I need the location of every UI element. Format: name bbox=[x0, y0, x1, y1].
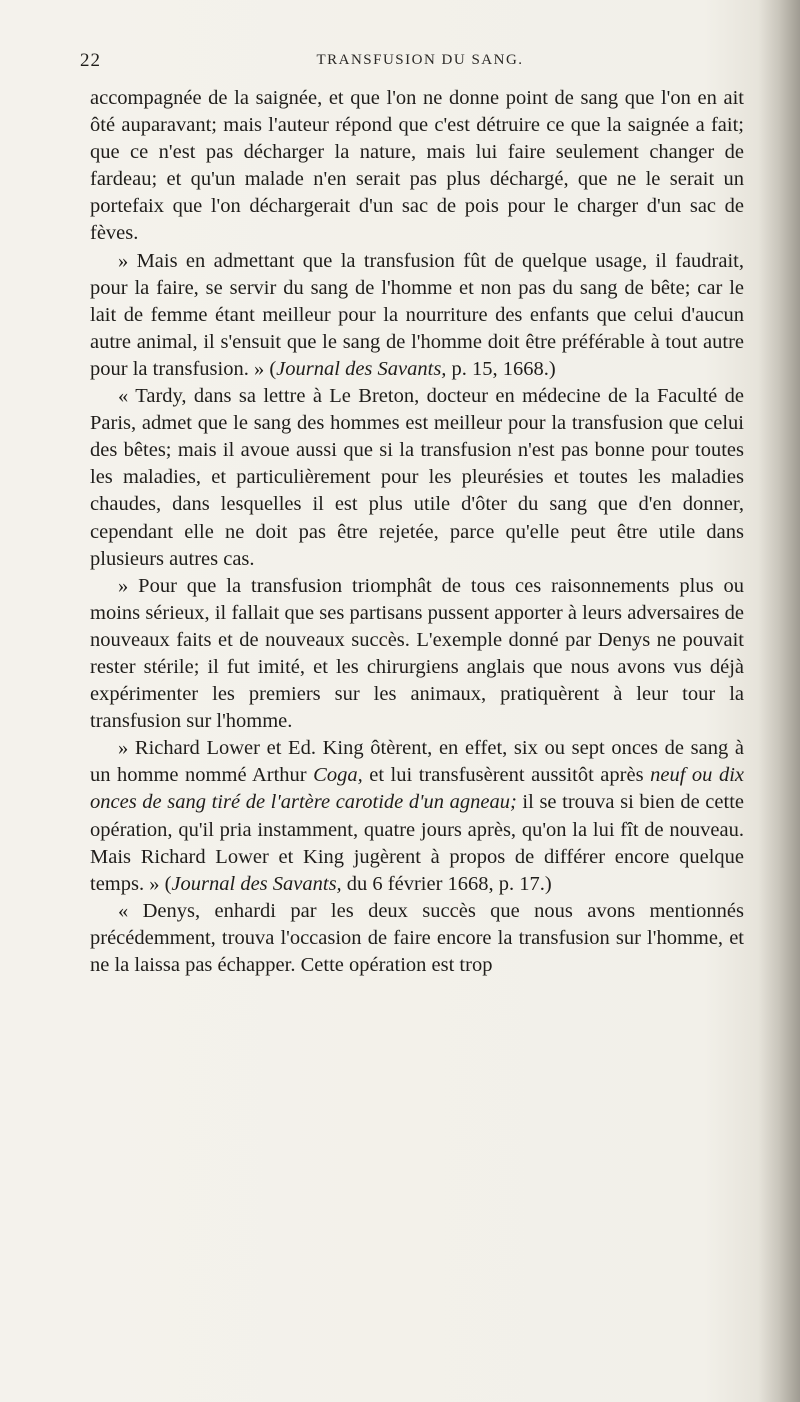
paragraph-5-citation-end: du 6 février 1668, p. 17.) bbox=[341, 872, 552, 895]
paragraph-2 bbox=[90, 248, 744, 383]
paragraph-5 bbox=[90, 735, 744, 898]
paragraph-5-middle: et lui transfusèrent aussitôt après bbox=[362, 764, 651, 787]
paragraph-5-text: » Richard Lower et Ed. King ôtèrent, en effet, six ou sept onces de sang à un homme nommé Arthur bbox=[90, 737, 744, 787]
paragraph-6: « Denys, enhardi par les deux succès que nous avons mentionnés précédemment, trouva l'occasion de faire encore la transfusion sur l'homme, et ne la laissa pas échapper. Cette opération est trop bbox=[90, 899, 744, 976]
citation-journal: Journal des Savants, bbox=[276, 357, 447, 380]
paragraph-1: accompagnée de la saignée, et que l'on ne donne point de sang que l'on en ait ôté auparavant; mais l'auteur répond que c'est détruire ce que la saignée a fait; que ce n'est pas décharger la nature, mais lui faire seulement changer de fardeau; et qu'un malade n'en serait pas plus déchargé, que ne le serait un portefaix que l'on déchargerait d'un sac de pois pour le charger d'un sac de fèves. bbox=[90, 87, 744, 245]
paragraph-4: » Pour que la transfusion triomphât de tous ces raisonnements plus ou moins sérieux, il fallait que ses partisans pussent apporter à leurs adversaires de nouveaux faits et de nouveaux succès. L'exemple donné par Denys ne pouvait rester stérile; il fut imité, et les chirurgiens anglais que nous avons vus déjà expérimenter les premiers sur les animaux, pratiquèrent à leur tour la transfusion sur l'homme. bbox=[90, 574, 744, 733]
body-text bbox=[90, 85, 744, 979]
citation-journal-2: Journal des Savants, bbox=[171, 872, 342, 895]
page-edge-shadow bbox=[758, 0, 800, 1402]
page-number: 22 bbox=[80, 50, 101, 71]
paragraph-2-citation-end: p. 15, 1668.) bbox=[446, 357, 556, 380]
paragraph-2-text: » Mais en admettant que la transfusion fût de quelque usage, il faudrait, pour la faire, se servir du sang de l'homme et non pas du sang de bête; car le lait de femme étant meilleur pour la nourriture des enfants que celui d'aucun autre animal, il s'ensuit que le sang de l'homme doit être préférable à tout autre pour la transfusion. » ( bbox=[90, 249, 744, 380]
paragraph-5-after: il se trouva si bien de cette opération, qu'il pria instamment, quatre jours après, qu'on la lui fît de nouveau. Mais Richard Lower et King jugèrent à propos de différer encore quelque temps. » ( bbox=[90, 791, 744, 895]
italic-phrase: neuf ou dix onces de sang tiré de l'artère carotide d'un agneau; bbox=[90, 764, 744, 814]
page-header bbox=[80, 50, 760, 80]
name-coga: Coga, bbox=[313, 764, 363, 787]
running-title: TRANSFUSION DU SANG. bbox=[316, 52, 524, 68]
paragraph-3: « Tardy, dans sa lettre à Le Breton, docteur en médecine de la Faculté de Paris, admet que le sang des hommes est meilleur pour la transfusion que celui des bêtes; mais il avoue aussi que si la transfusion n'est pas bonne pour toutes les maladies, et particulièrement pour les pleurésies et toutes les maladies chaudes, dans lesquelles il est plus utile d'ôter du sang que d'en donner, cependant elle ne doit pas être rejetée, parce qu'elle peut être utile dans plusieurs autres cas. bbox=[90, 385, 744, 570]
